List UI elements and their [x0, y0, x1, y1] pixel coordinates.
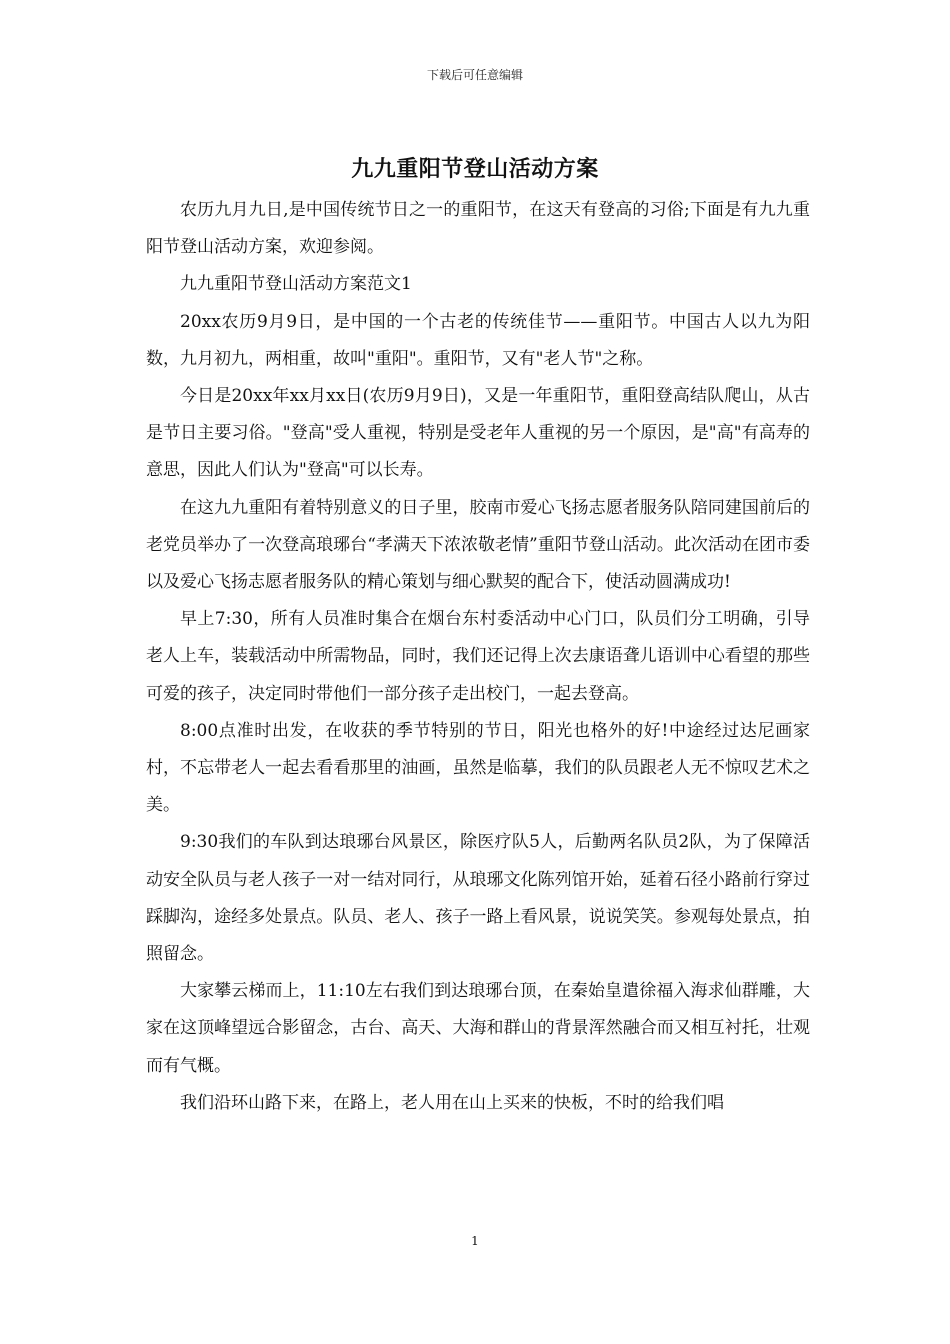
page-number: 1 — [471, 1234, 479, 1248]
paragraph-summit: 大家攀云梯而上，11:10左右我们到达琅琊台顶，在秦始皇遣徐福入海求仙群雕，大家在这顶峰望远合影留念，古台、高天、大海和群山的背景浑然融合而又相互衬托，壮观而有气概。 — [146, 981, 810, 1076]
paragraph-section-heading: 九九重阳节登山活动方案范文1 — [180, 274, 412, 295]
paragraph-morning-gathering: 早上7:30，所有人员准时集合在烟台东村委活动中心门口，队员们分工明确，引导老人上车，装载活动中所需物品，同时，我们还记得上次去康语聋儿语训中心看望的那些可爱的孩子，决定同时带他们一部分孩子走出校门，一起去登高。 — [146, 609, 810, 704]
paragraph-departure: 8:00点准时出发，在收获的季节特别的节日，阳光也格外的好!中途经过达尼画家村，不忘带老人一起去看看那里的油画，虽然是临摹，我们的队员跟老人无不惊叹艺术之美。 — [146, 720, 810, 816]
document-title: 九九重阳节登山活动方案 — [351, 156, 599, 182]
paragraph-intro: 农历九月九日,是中国传统节日之一的重阳节，在这天有登高的习俗;下面是有九九重阳节登山活动方案，欢迎参阅。 — [146, 200, 810, 258]
header-note: 下载后可任意编辑 — [426, 68, 523, 82]
paragraph-festival-origin: 20xx农历9月9日，是中国的一个古老的传统佳节——重阳节。中国古人以九为阳数，九月初九，两相重，故叫"重阳"。重阳节，又有"老人节"之称。 — [146, 311, 810, 369]
document-body — [146, 192, 810, 1122]
paragraph-arrival: 9:30我们的车队到达琅琊台风景区，除医疗队5人，后勤两名队员2队，为了保障活动安全队员与老人孩子一对一结对同行，从琅琊文化陈列馆开始，延着石径小路前行穿过踩脚沟，途经多处景点。队员、老人、孩子一路上看风景，说说笑笑。参观每处景点，拍照留念。 — [146, 832, 810, 965]
paragraph-descent: 我们沿环山路下来，在路上，老人用在山上买来的快板，不时的给我们唱 — [180, 1092, 724, 1113]
paragraph-event-summary: 在这九九重阳有着特别意义的日子里，胶南市爱心飞扬志愿者服务队陪同建国前后的老党员举办了一次登高琅琊台“孝满天下浓浓敬老情”重阳节登山活动。此次活动在团市委以及爱心飞扬志愿者服务队的精心策划与细心默契的配合下，使活动圆满成功! — [146, 497, 810, 593]
paragraph-climbing-custom: 今日是20xx年xx月xx日(农历9月9日)，又是一年重阳节，重阳登高结队爬山，从古是节日主要习俗。"登高"受人重视，特别是受老年人重视的另一个原因，是"高"有高寿的意思，因此人们认为"登高"可以长寿。 — [146, 386, 810, 481]
